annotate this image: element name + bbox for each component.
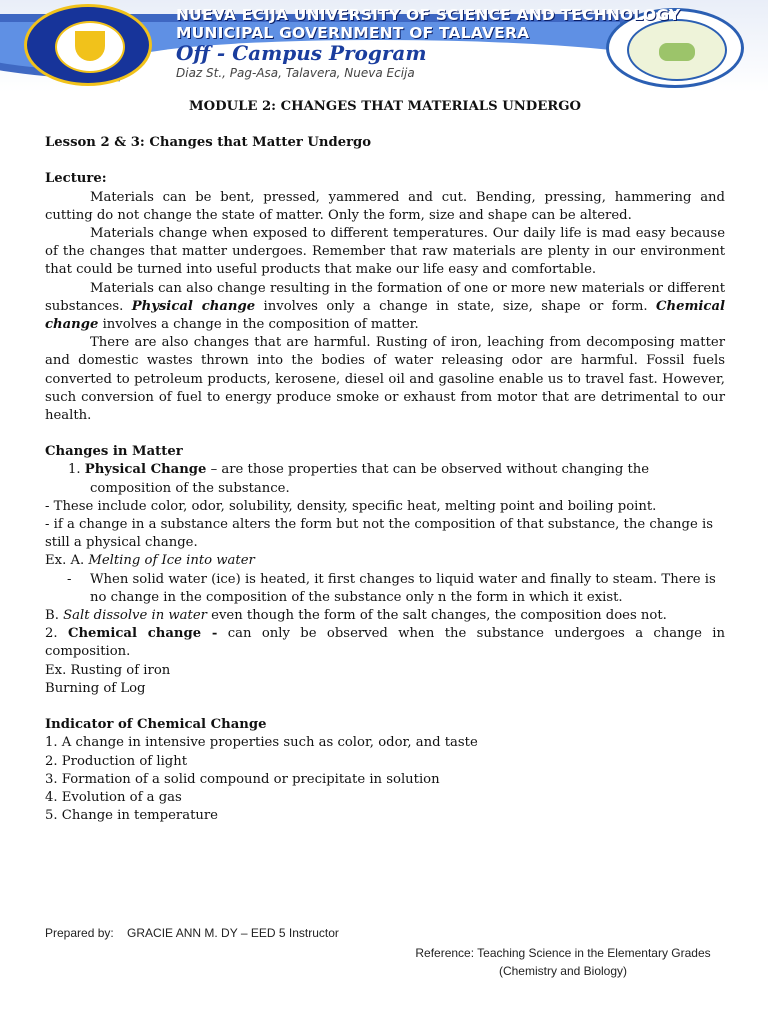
changes-heading: Changes in Matter [45, 444, 183, 460]
university-name: NUEVA ECIJA UNIVERSITY OF SCIENCE AND TECHNOLOGY [176, 6, 681, 24]
list-number: 1. [68, 462, 81, 478]
properties-line: - These include color, odor, solubility, density, specific heat, melting point and boiling point. [45, 498, 657, 514]
physical-change-item [45, 461, 725, 497]
program-name: Off - Campus Program [176, 41, 427, 65]
municipality-name: MUNICIPAL GOVERNMENT OF TALAVERA [176, 24, 530, 42]
module-title: MODULE 2: CHANGES THAT MATERIALS UNDERGO [189, 99, 581, 114]
text-segment: even though the form of the salt changes, the composition does not. [206, 608, 667, 624]
indicator-item: 4. Evolution of a gas [45, 789, 182, 805]
text-segment: Materials can also change resulting in the formation of one or more new materials or different substances. [45, 280, 725, 314]
list-number: 2. [45, 626, 68, 642]
text-segment: can only be observed when the substance undergoes a change in composition. [45, 626, 725, 660]
reference-line: Reference: Teaching Science in the Elementary Grades [415, 946, 711, 960]
prepared-by [45, 926, 339, 940]
lesson-title: Lesson 2 & 3: Changes that Matter Undergo [45, 135, 372, 151]
prepared-by-text: Prepared by: GRACIE ANN M. DY – EED 5 Instructor [45, 926, 339, 940]
indicator-item: 1. A change in intensive properties such as color, odor, and taste [45, 735, 478, 751]
lecture-paragraph: There are also changes that are harmful. Rusting of iron, leaching from decomposing matter and domestic wastes thrown into the bodies of water releasing odor are harmful. Fossil fuels converted to petroleum products, kerosene, diesel oil and gasoline enable us to travel fast. However, such conversion of fuel to energy produce smoke or exhaust from motor that are detrimental to our health. [45, 335, 725, 424]
lecture-heading: Lecture: [45, 171, 107, 187]
text-segment: B. [45, 608, 64, 624]
example-a-title: Melting of Ice into water [88, 553, 255, 569]
text-segment: Ex. A. [45, 553, 89, 569]
example-a [45, 552, 725, 570]
text-segment: – are those properties that can be observed without changing the composition of the substance. [90, 462, 650, 496]
example-burning: Burning of Log [45, 680, 146, 696]
dash-bullet: - [67, 571, 72, 587]
example-b-title: Salt dissolve in water [63, 608, 207, 624]
text-segment: involves only a change in state, size, shape or form. [255, 298, 656, 314]
indicators-heading: Indicator of Chemical Change [45, 717, 267, 733]
lecture-paragraph: Materials can be bent, pressed, yammered and cut. Bending, pressing, hammering and cutting do not change the state of matter. Only the form, size and shape can be altered. [45, 189, 725, 223]
physical-change-label: Physical Change [84, 462, 207, 478]
indicator-item: 2. Production of light [45, 753, 188, 769]
chemical-change-item [45, 625, 725, 661]
lecture-paragraph [45, 280, 725, 335]
reference-line: (Chemistry and Biology) [498, 964, 628, 978]
example-rusting: Ex. Rusting of iron [45, 662, 171, 678]
text-segment: involves a change in the composition of matter. [98, 317, 419, 333]
university-seal-icon [24, 4, 152, 86]
example-b [45, 607, 725, 625]
example-a-detail [45, 571, 725, 607]
physical-change-term: Physical change [131, 298, 256, 314]
header-banner [0, 0, 768, 92]
document-body [45, 98, 725, 825]
reference [398, 944, 728, 980]
indicator-item: 5. Change in temperature [45, 808, 218, 824]
chemical-change-label: Chemical change - [67, 626, 218, 642]
indicator-item: 3. Formation of a solid compound or precipitate in solution [45, 771, 440, 787]
text-segment: When solid water (ice) is heated, it first changes to liquid water and finally to steam. There is no change in the composition of the substance only n the form in which it exist. [90, 571, 716, 605]
chemical-change-term: Chemical change [45, 298, 726, 333]
rule-line: - if a change in a substance alters the form but not the composition of that substance, the change is still a physical change. [45, 517, 713, 551]
address: Diaz St., Pag-Asa, Talavera, Nueva Ecija [176, 66, 415, 80]
lecture-paragraph: Materials change when exposed to different temperatures. Our daily life is mad easy because of the changes that matter undergoes. Remember that raw materials are plenty in our environment that could be turned into useful products that make our life easy and comfortable. [45, 226, 725, 278]
